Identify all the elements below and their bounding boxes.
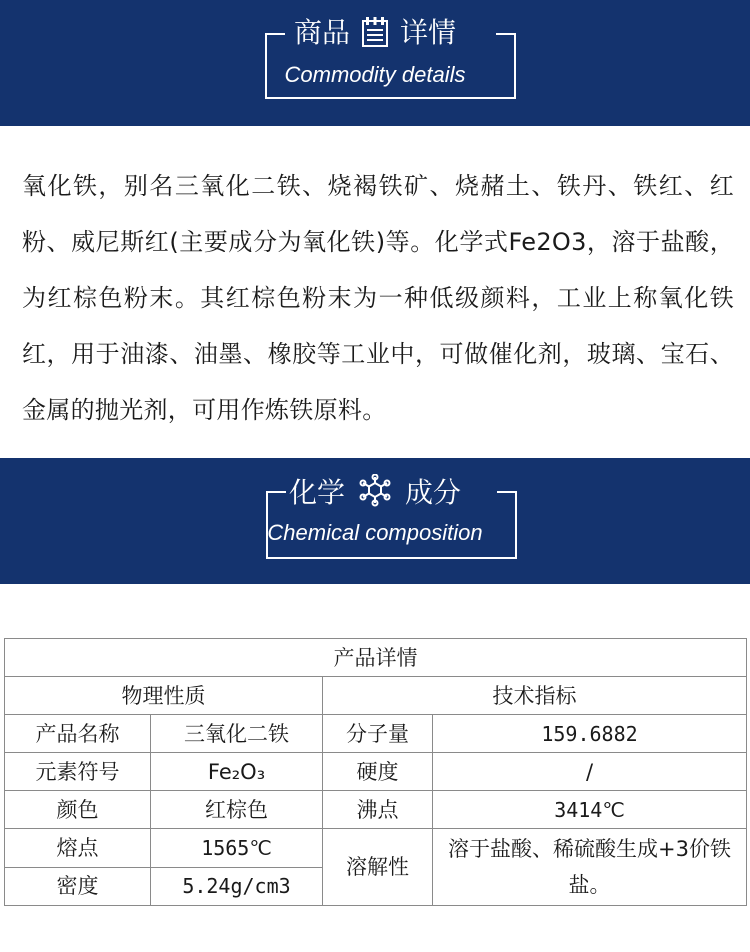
group-physical: 物理性质 bbox=[5, 677, 323, 715]
header-band-commodity bbox=[0, 0, 750, 126]
table-row bbox=[5, 791, 747, 829]
cell-label: 密度 bbox=[5, 867, 151, 906]
notepad-icon bbox=[360, 16, 390, 56]
cell-value: / bbox=[433, 753, 747, 791]
cell-value: 3414℃ bbox=[433, 791, 747, 829]
group-technical: 技术指标 bbox=[323, 677, 747, 715]
header-band-chemical bbox=[0, 458, 750, 584]
cell-label: 硬度 bbox=[323, 753, 433, 791]
header-title bbox=[0, 16, 750, 56]
table-caption-row bbox=[5, 639, 747, 677]
table-caption: 产品详情 bbox=[5, 639, 747, 677]
cell-label: 沸点 bbox=[323, 791, 433, 829]
product-description: 氧化铁，别名三氧化二铁、烧褐铁矿、烧赭土、铁丹、铁红、红粉、威尼斯红(主要成分为氧化铁)等。化学式Fe2O3，溶于盐酸，为红棕色粉末。其红棕色粉末为一种低级颜料，工业上称氧化铁红，用于油漆、油墨、橡胶等工业中，可做催化剂，玻璃、宝石、金属的抛光剂，可用作炼铁原料。 bbox=[22, 172, 734, 424]
cell-value: 159.6882 bbox=[433, 715, 747, 753]
header-title-left: 化学 bbox=[288, 476, 345, 509]
spec-table bbox=[4, 638, 747, 906]
cell-label: 熔点 bbox=[5, 829, 151, 868]
header-title-right: 成分 bbox=[405, 476, 462, 509]
cell-label: 颜色 bbox=[5, 791, 151, 829]
table-row bbox=[5, 829, 747, 868]
cell-value: 5.24g/cm3 bbox=[151, 867, 323, 906]
header-title-right: 详情 bbox=[400, 16, 457, 49]
table-row bbox=[5, 753, 747, 791]
cell-value: 溶于盐酸、稀硫酸生成+3价铁盐。 bbox=[433, 829, 747, 906]
header-title bbox=[0, 474, 750, 516]
cell-label: 分子量 bbox=[323, 715, 433, 753]
cell-value: Fe₂O₃ bbox=[151, 753, 323, 791]
cell-value: 红棕色 bbox=[151, 791, 323, 829]
table-group-row bbox=[5, 677, 747, 715]
cell-value: 三氧化二铁 bbox=[151, 715, 323, 753]
cell-label: 溶解性 bbox=[323, 829, 433, 906]
header-subtitle: Commodity details bbox=[284, 62, 466, 87]
header-title-left: 商品 bbox=[293, 16, 350, 49]
header-subtitle: Chemical composition bbox=[267, 520, 483, 545]
cell-value: 1565℃ bbox=[151, 829, 323, 868]
cell-label: 元素符号 bbox=[5, 753, 151, 791]
cell-label: 产品名称 bbox=[5, 715, 151, 753]
table-row bbox=[5, 715, 747, 753]
benzene-ring-icon bbox=[355, 474, 395, 516]
